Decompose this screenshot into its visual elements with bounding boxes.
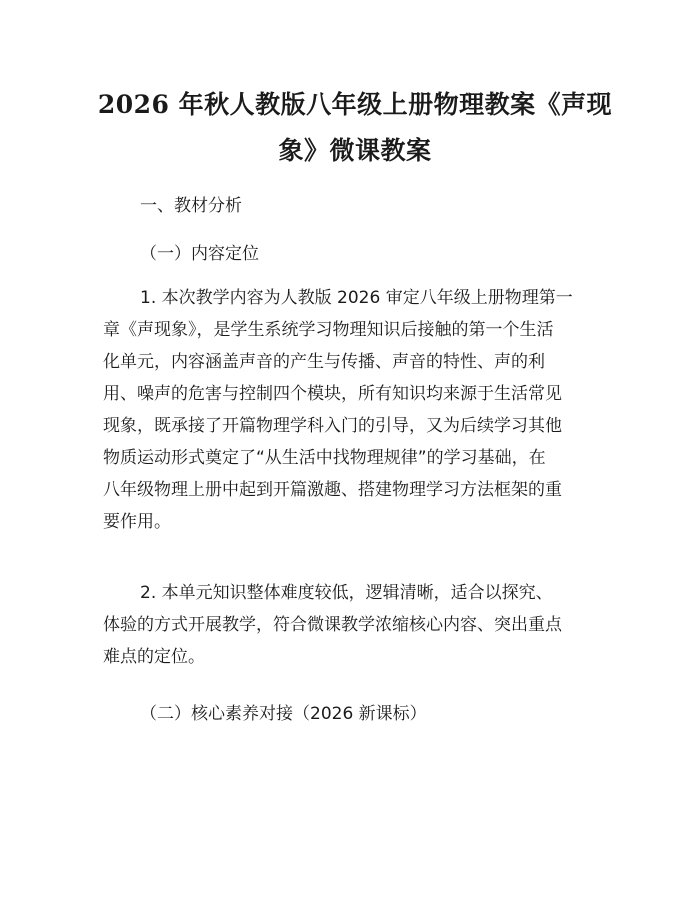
title-line-1: 2026 年秋人教版八年级上册物理教案《声现 (97, 90, 613, 119)
paragraph-1-line: 现象，既承接了开篇物理学科入门的引导，又为后续学习其他 (103, 416, 562, 436)
paragraph-1-line: 物质运动形式奠定了“从生活中找物理规律”的学习基础，在 (103, 448, 546, 468)
paragraph-1-line: 要作用。 (103, 512, 171, 532)
document-title (95, 82, 615, 174)
paragraph-1-line: 章《声现象》，是学生系统学习物理知识后接触的第一个生活 (103, 320, 554, 340)
subsection-heading-core-literacy: （二）核心素养对接（2026 新课标） (140, 704, 427, 724)
paragraph-2-line: 2. 本单元知识整体难度较低，逻辑清晰，适合以探究、 (140, 583, 553, 603)
paragraph-2-line: 难点的定位。 (103, 647, 205, 667)
paragraph-1-line: 用、噪声的危害与控制四个模块，所有知识均来源于生活常见 (103, 384, 562, 404)
paragraph-2 (103, 577, 598, 673)
paragraph-1-line: 八年级物理上册中起到开篇激趣、搭建物理学习方法框架的重 (103, 480, 562, 500)
paragraph-2-line: 体验的方式开展教学，符合微课教学浓缩核心内容、突出重点 (103, 615, 562, 635)
title-line-2: 象》微课教案 (278, 136, 432, 165)
paragraph-1-line: 1. 本次教学内容为人教版 2026 审定八年级上册物理第一 (140, 288, 573, 308)
section-heading-teaching-material-analysis: 一、教材分析 (140, 196, 242, 216)
paragraph-1 (103, 282, 598, 538)
paragraph-1-line: 化单元，内容涵盖声音的产生与传播、声音的特性、声的利 (103, 352, 545, 372)
subsection-heading-content-positioning: （一）内容定位 (140, 244, 259, 264)
